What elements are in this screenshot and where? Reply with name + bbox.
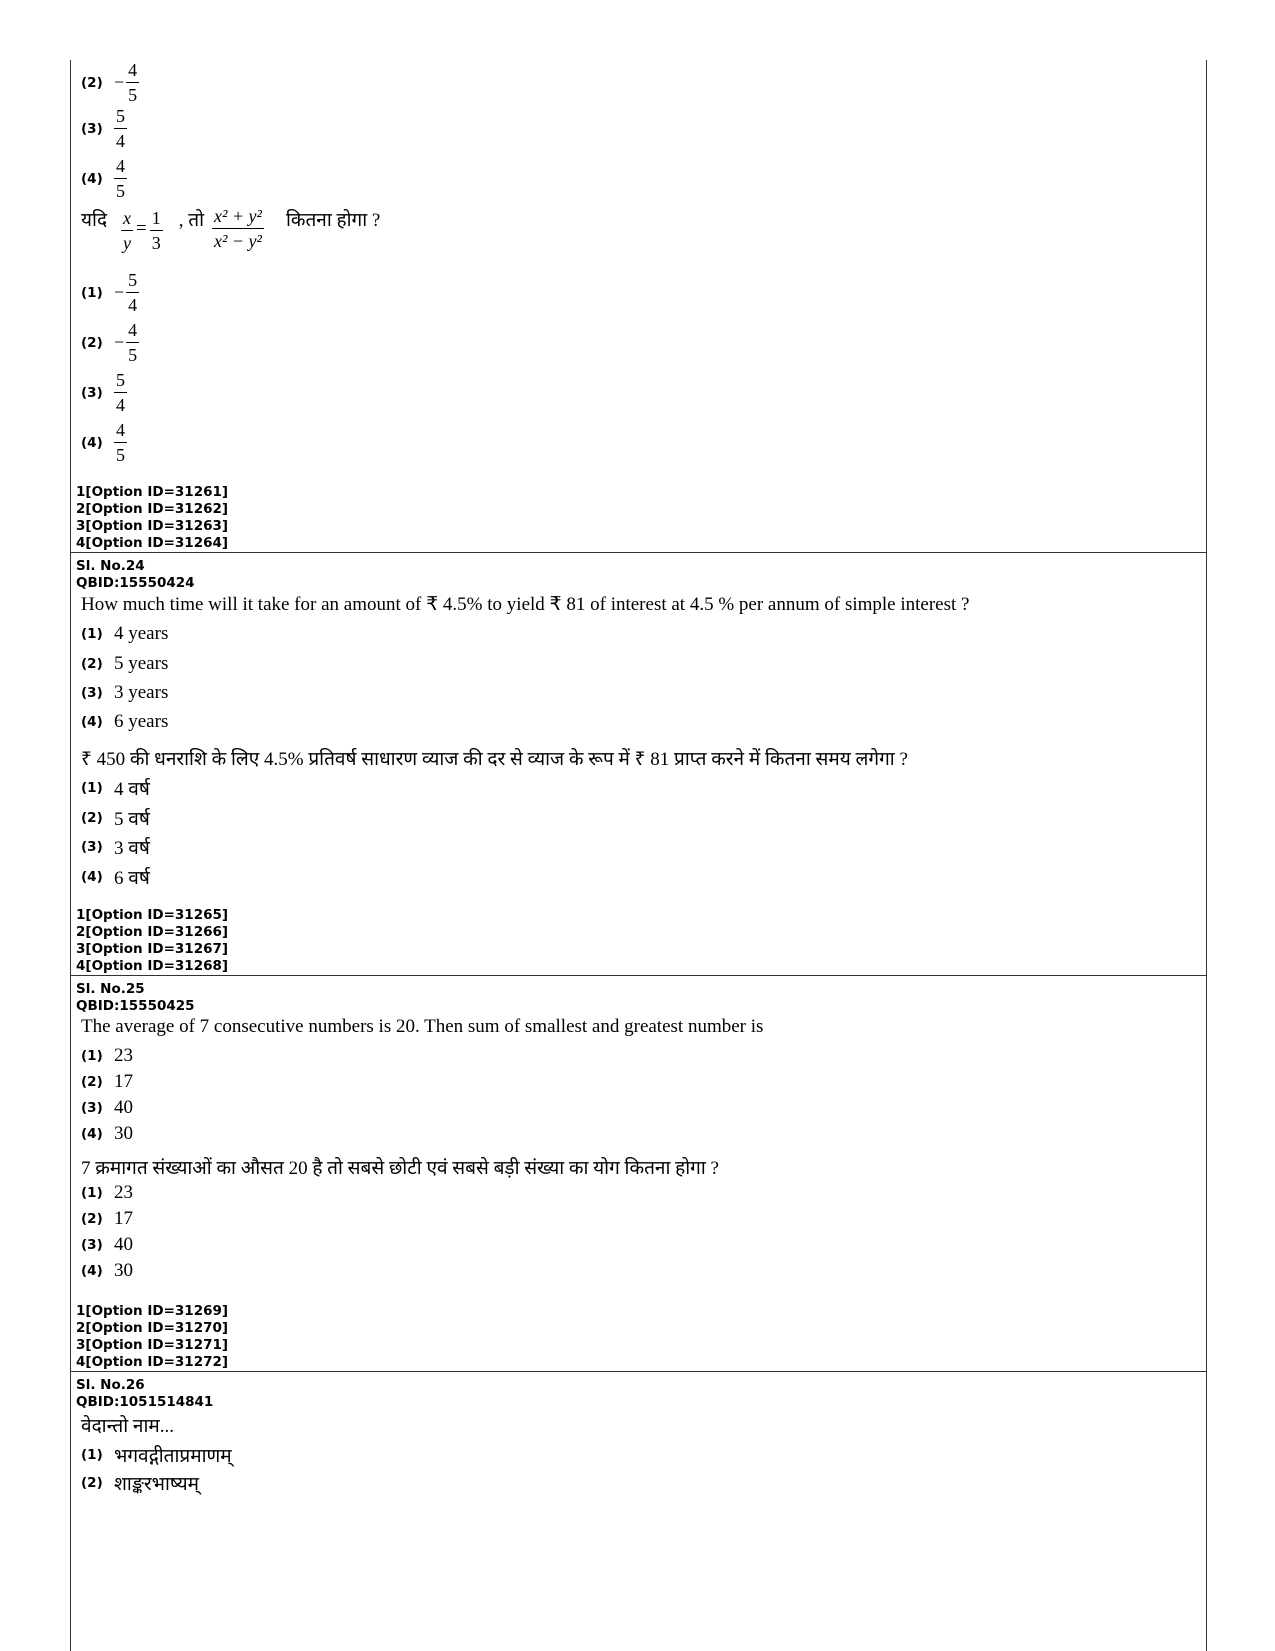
option-text: 5 वर्ष <box>114 809 150 830</box>
option-text: 3 years <box>114 682 169 703</box>
stem-prefix: यदि <box>81 210 108 231</box>
q25-option-2-en <box>76 1071 133 1093</box>
qbid: QBID:15550425 <box>76 998 195 1014</box>
q25-option-1-en <box>76 1045 133 1067</box>
qbid: QBID:15550424 <box>76 575 195 591</box>
fraction-one-third <box>150 208 163 253</box>
option-id: 3[Option ID=31267] <box>76 941 229 957</box>
fraction <box>126 270 139 315</box>
option-id: 3[Option ID=31271] <box>76 1337 229 1353</box>
fraction-expression <box>212 206 264 251</box>
option-id: 2[Option ID=31262] <box>76 501 229 517</box>
option-number: (1) <box>81 626 103 642</box>
minus-sign: − <box>114 282 125 302</box>
fraction <box>114 106 127 151</box>
q24-option-1-en <box>76 623 168 645</box>
q26-option-1 <box>76 1442 232 1468</box>
q23-option-2-hi <box>76 320 139 365</box>
denominator: 5 <box>128 85 138 105</box>
option-number: (3) <box>81 1100 103 1116</box>
q23-option-4-hi <box>76 420 127 465</box>
option-number: (1) <box>81 1447 103 1463</box>
option-number: (2) <box>81 334 103 351</box>
option-number: (3) <box>81 685 103 701</box>
numerator: x² + y² <box>214 206 262 226</box>
numerator: 5 <box>116 370 125 390</box>
q23-option-1-hi <box>76 270 139 315</box>
q25-option-1-hi <box>76 1182 133 1204</box>
q25-stem-hi: 7 क्रमागत संख्याओं का औसत 20 है तो सबसे छोटी एवं सबसे बड़ी संख्या का योग कितना होगा ? <box>81 1158 719 1179</box>
denominator: 3 <box>151 233 161 253</box>
q24-option-4-hi <box>76 864 150 890</box>
option-number: (2) <box>81 1475 103 1491</box>
option-id: 2[Option ID=31270] <box>76 1320 229 1336</box>
option-number: (2) <box>81 1074 103 1090</box>
q25-option-4-hi <box>76 1260 133 1282</box>
q23-option-2-en <box>76 60 139 105</box>
denominator: y <box>123 233 132 253</box>
fraction <box>126 60 139 105</box>
q25-header <box>76 981 195 1015</box>
q23-hindi-stem <box>76 206 380 253</box>
question-23-section <box>71 60 1206 553</box>
option-number: (2) <box>81 810 103 826</box>
option-id: 2[Option ID=31266] <box>76 924 229 940</box>
option-id: 1[Option ID=31261] <box>76 484 229 500</box>
q24-option-ids <box>76 907 228 975</box>
q24-option-2-en <box>76 653 168 675</box>
option-text: 30 <box>114 1260 133 1281</box>
option-number: (1) <box>81 284 103 301</box>
numerator: 4 <box>128 320 138 340</box>
equals-sign: = <box>136 218 147 239</box>
option-number: (1) <box>81 780 103 796</box>
minus-sign: − <box>114 332 125 352</box>
numerator: 4 <box>128 60 138 80</box>
question-paper-page <box>70 60 1207 1651</box>
q23-option-3-en <box>76 106 127 151</box>
q24-stem-en: How much time will it take for an amount of ₹ 4.5% to yield ₹ 81 of interest at 4.5 % per annum of simple interest ? <box>81 594 970 615</box>
option-number: (3) <box>81 839 103 855</box>
fraction <box>114 370 127 415</box>
question-24-section <box>71 553 1206 976</box>
denominator: 4 <box>128 295 138 315</box>
option-number: (1) <box>81 1185 103 1201</box>
q24-option-1-hi <box>76 775 150 801</box>
option-text: 23 <box>114 1045 133 1066</box>
option-number: (4) <box>81 1126 103 1142</box>
stem-suffix: कितना होगा ? <box>285 210 381 231</box>
option-number: (2) <box>81 1211 103 1227</box>
option-text: 6 वर्ष <box>114 868 150 889</box>
option-text: 5 years <box>114 653 169 674</box>
q24-option-3-hi <box>76 834 150 860</box>
denominator: 4 <box>116 395 125 415</box>
option-text: 23 <box>114 1182 133 1203</box>
denominator: 4 <box>116 131 125 151</box>
q26-stem: वेदान्तो नाम... <box>81 1416 175 1437</box>
option-text: 3 वर्ष <box>114 838 150 859</box>
fraction <box>126 320 139 365</box>
option-text: 40 <box>114 1097 133 1118</box>
option-id: 4[Option ID=31264] <box>76 535 229 551</box>
numerator: 4 <box>116 156 125 176</box>
q25-option-3-en <box>76 1097 133 1119</box>
option-text: शाङ्करभाष्यम् <box>114 1474 200 1495</box>
option-number: (2) <box>81 74 103 91</box>
option-number: (4) <box>81 434 103 451</box>
q25-stem-en: The average of 7 consecutive numbers is 20. Then sum of smallest and greatest number is <box>81 1016 764 1037</box>
serial-number: Sl. No.26 <box>76 1377 145 1393</box>
option-id: 1[Option ID=31265] <box>76 907 229 923</box>
fraction-x-over-y <box>121 208 133 253</box>
option-number: (1) <box>81 1048 103 1064</box>
q23-option-ids <box>76 484 228 552</box>
option-id: 1[Option ID=31269] <box>76 1303 229 1319</box>
option-id: 4[Option ID=31268] <box>76 958 229 974</box>
q25-option-4-en <box>76 1123 133 1145</box>
q24-header <box>76 558 195 592</box>
denominator: 5 <box>116 181 125 201</box>
q26-option-2 <box>76 1470 199 1496</box>
option-text: 6 years <box>114 711 169 732</box>
option-id: 3[Option ID=31263] <box>76 518 229 534</box>
q24-stem-hi: ₹ 450 की धनराशि के लिए 4.5% प्रतिवर्ष साधारण व्याज की दर से व्याज के रूप में ₹ 81 प्राप्त करने में कितना समय लगेगा ? <box>81 749 908 770</box>
q24-option-4-en <box>76 711 168 733</box>
q26-header <box>76 1377 213 1411</box>
option-id: 4[Option ID=31272] <box>76 1354 229 1370</box>
option-text: भगवद्गीताप्रमाणम् <box>114 1446 232 1467</box>
option-text: 4 वर्ष <box>114 779 150 800</box>
serial-number: Sl. No.24 <box>76 558 145 574</box>
numerator: 1 <box>151 208 161 228</box>
fraction <box>114 420 127 465</box>
denominator: 5 <box>116 445 125 465</box>
q25-option-ids <box>76 1303 228 1371</box>
option-text: 30 <box>114 1123 133 1144</box>
option-number: (4) <box>81 714 103 730</box>
option-number: (3) <box>81 120 103 137</box>
q24-option-3-en <box>76 682 168 704</box>
question-25-section <box>71 976 1206 1372</box>
option-number: (4) <box>81 869 103 885</box>
q24-option-2-hi <box>76 805 150 831</box>
question-26-section <box>71 1372 1206 1632</box>
option-number: (4) <box>81 1263 103 1279</box>
fraction <box>114 156 127 201</box>
option-number: (3) <box>81 384 103 401</box>
option-number: (2) <box>81 656 103 672</box>
numerator: 5 <box>128 270 138 290</box>
minus-sign: − <box>114 72 125 92</box>
q25-option-2-hi <box>76 1208 133 1230</box>
q23-option-3-hi <box>76 370 127 415</box>
option-number: (3) <box>81 1237 103 1253</box>
denominator: x² − y² <box>214 231 262 251</box>
q25-option-3-hi <box>76 1234 133 1256</box>
option-number: (4) <box>81 170 103 187</box>
serial-number: Sl. No.25 <box>76 981 145 997</box>
stem-connector: , तो <box>178 210 205 231</box>
option-text: 17 <box>114 1071 133 1092</box>
qbid: QBID:1051514841 <box>76 1394 214 1410</box>
numerator: 5 <box>116 106 125 126</box>
numerator: 4 <box>116 420 125 440</box>
denominator: 5 <box>128 345 138 365</box>
option-text: 40 <box>114 1234 133 1255</box>
option-text: 17 <box>114 1208 133 1229</box>
numerator: x <box>123 208 132 228</box>
option-text: 4 years <box>114 623 169 644</box>
q23-option-4-en <box>76 156 127 201</box>
